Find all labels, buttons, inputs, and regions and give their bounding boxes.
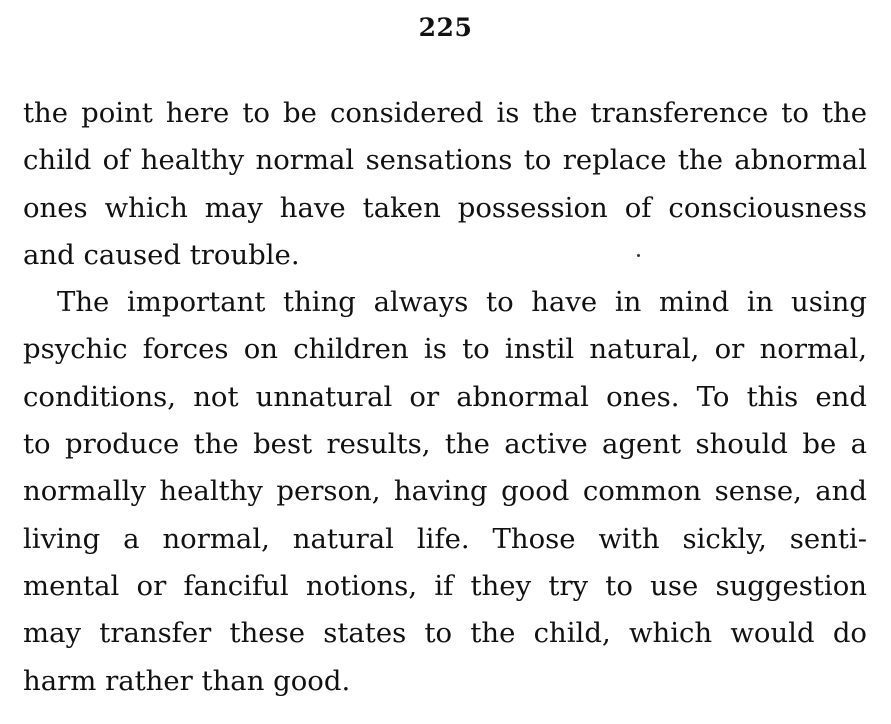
paragraph-1	[23, 90, 867, 279]
text-line: conditions, not unnatural or abnormal ones. To this end	[23, 380, 867, 413]
text-line: and caused trouble.	[23, 238, 300, 271]
text-line: mental or fanciful notions, if they try to use suggestion	[23, 569, 867, 602]
text-line: the point here to be considered is the transference to the	[23, 97, 867, 129]
body-text	[23, 90, 867, 705]
text-line: psychic forces on children is to instil natural, or normal,	[23, 333, 867, 366]
text-line: The important thing always to have in mind in using	[57, 286, 867, 319]
paragraph-2	[23, 279, 867, 705]
text-line: living a normal, natural life. Those with sickly, senti-	[23, 522, 867, 555]
text-line: may transfer these states to the child, which would do	[23, 617, 867, 650]
page-number: 225	[418, 13, 473, 42]
text-line: to produce the best results, the active agent should be a	[23, 428, 867, 461]
text-line: child of healthy normal sensations to replace the abnormal	[23, 144, 867, 177]
text-line: normally healthy person, having good common sense, and	[23, 475, 867, 508]
text-line: harm rather than good.	[23, 664, 351, 697]
scan-speck	[637, 254, 640, 257]
text-line: ones which may have taken possession of consciousness	[23, 191, 867, 224]
